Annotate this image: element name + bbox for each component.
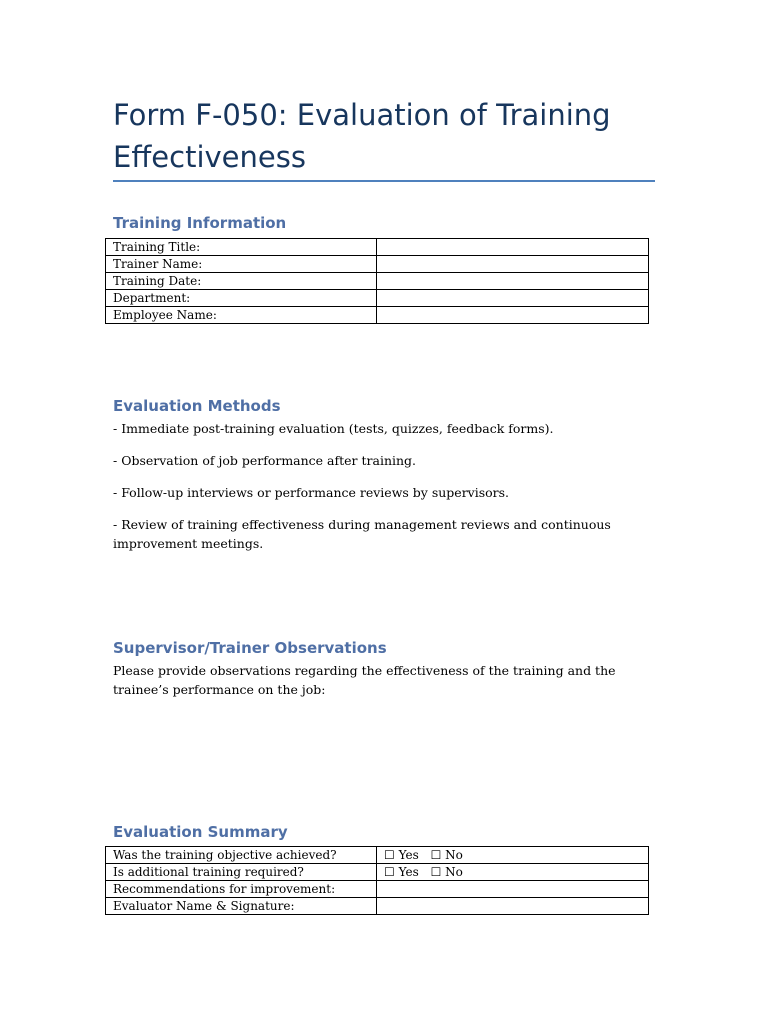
table-row	[106, 290, 649, 307]
option-yes-label: Yes	[398, 848, 419, 862]
field-label-training-date: Training Date:	[106, 273, 377, 290]
option-no[interactable]	[431, 865, 463, 879]
table-row	[106, 847, 649, 864]
table-row	[106, 881, 649, 898]
table-row	[106, 307, 649, 324]
training-information-table	[105, 238, 649, 324]
field-label-department: Department:	[106, 290, 377, 307]
field-value-recommendations[interactable]	[377, 881, 649, 898]
field-label-trainer-name: Trainer Name:	[106, 256, 377, 273]
form-title: Form F-050: Evaluation of Training Effectiveness	[113, 98, 611, 174]
field-value-department[interactable]	[377, 290, 649, 307]
heading-evaluation-methods: Evaluation Methods	[113, 397, 281, 415]
evaluation-summary-table	[105, 846, 649, 915]
table-row	[106, 273, 649, 290]
field-value-training-date[interactable]	[377, 273, 649, 290]
field-label-employee-name: Employee Name:	[106, 307, 377, 324]
method-item: - Observation of job performance after training.	[113, 453, 417, 468]
option-no[interactable]	[431, 848, 463, 862]
option-no-label: No	[445, 848, 463, 862]
field-value-training-title[interactable]	[377, 239, 649, 256]
field-value-employee-name[interactable]	[377, 307, 649, 324]
question-objective-achieved: Was the training objective achieved?	[106, 847, 377, 864]
option-yes-label: Yes	[398, 865, 419, 879]
option-yes[interactable]	[384, 848, 419, 862]
method-item: - Immediate post-training evaluation (tests, quizzes, feedback forms).	[113, 421, 554, 436]
answer-objective-achieved	[377, 847, 649, 864]
field-value-trainer-name[interactable]	[377, 256, 649, 273]
title-underline	[113, 180, 655, 182]
question-additional-training: Is additional training required?	[106, 864, 377, 881]
field-label-training-title: Training Title:	[106, 239, 377, 256]
observations-instructions: Please provide observations regarding the effectiveness of the training and the trainee’s performance on the job:	[113, 663, 616, 697]
table-row	[106, 864, 649, 881]
answer-additional-training	[377, 864, 649, 881]
checkbox-icon[interactable]: ☐	[384, 848, 395, 862]
option-yes[interactable]	[384, 865, 419, 879]
table-row	[106, 239, 649, 256]
field-label-evaluator: Evaluator Name & Signature:	[106, 898, 377, 915]
heading-observations: Supervisor/Trainer Observations	[113, 639, 387, 657]
checkbox-icon[interactable]: ☐	[430, 865, 442, 879]
heading-training-information: Training Information	[113, 214, 287, 232]
method-item: - Follow-up interviews or performance reviews by supervisors.	[113, 485, 510, 500]
table-row	[106, 256, 649, 273]
table-row	[106, 898, 649, 915]
heading-evaluation-summary: Evaluation Summary	[113, 823, 288, 841]
field-label-recommendations: Recommendations for improvement:	[106, 881, 377, 898]
checkbox-icon[interactable]: ☐	[430, 848, 442, 862]
field-value-evaluator[interactable]	[377, 898, 649, 915]
method-item: - Review of training effectiveness during management reviews and continuous improvement meetings.	[113, 517, 611, 551]
checkbox-icon[interactable]: ☐	[384, 865, 395, 879]
option-no-label: No	[445, 865, 463, 879]
